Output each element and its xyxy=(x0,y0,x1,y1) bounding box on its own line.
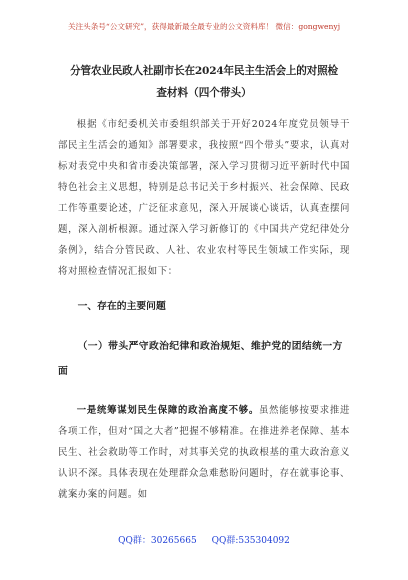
point-paragraph xyxy=(58,400,350,505)
footer-qq-group-1: QQ群：30265665 xyxy=(118,536,197,546)
document-title xyxy=(58,60,350,104)
point-body: 虽然能够按要求推进各项工作，但对“国之大者”把握不够精准。在推进养老保障、基本民生、社会救助等工作时，对其事关党的执政根基的重大政治意义认识不深。具体表现在处理群众急难愁盼问题时，存在就事论事、就案办案的问题。如 xyxy=(58,405,350,500)
subsection-heading: （一）带头严守政治纪律和政治规矩、维护党的团结统一方面 xyxy=(58,341,343,377)
footer-qq-group-2: QQ群:535304092 xyxy=(211,536,290,546)
intro-paragraph: 根据《市纪委机关市委组织部关于开好2024年度党员领导干部民主生活会的通知》部署要求，我按照“四个带头”要求，认真对标对表党中央和省市委决策部署，深入学习贯彻习近平新时代中国特色社会主义思想，特别是总书记关于乡村振兴、社会保障、民政工作等重要论述，广泛征求意见，深入开展谈心谈话，认真查摆问题，深入剖析根源。通过深入学习新修订的《中国共产党纪律处分条例》，结合分管民政、人社、农业农村等民生领域工作实际，现将对照检查情况汇报如下： xyxy=(58,119,350,277)
document-body xyxy=(58,60,350,505)
section-heading: 一、存在的主要问题 xyxy=(77,301,166,312)
point-lead: 一是统筹谋划民生保障的政治高度不够。 xyxy=(76,405,260,416)
document-title-line1: 分管农业民政人社副市长在2024年民主生活会上的对照检 xyxy=(70,65,338,77)
header-banner: 关注头条号“公文研究”，获得最新最全最专业的公文资料库！ 微信：gongwenyj xyxy=(67,22,341,31)
footer xyxy=(0,533,408,546)
document-title-line2: 查材料（四个带头） xyxy=(156,87,252,99)
